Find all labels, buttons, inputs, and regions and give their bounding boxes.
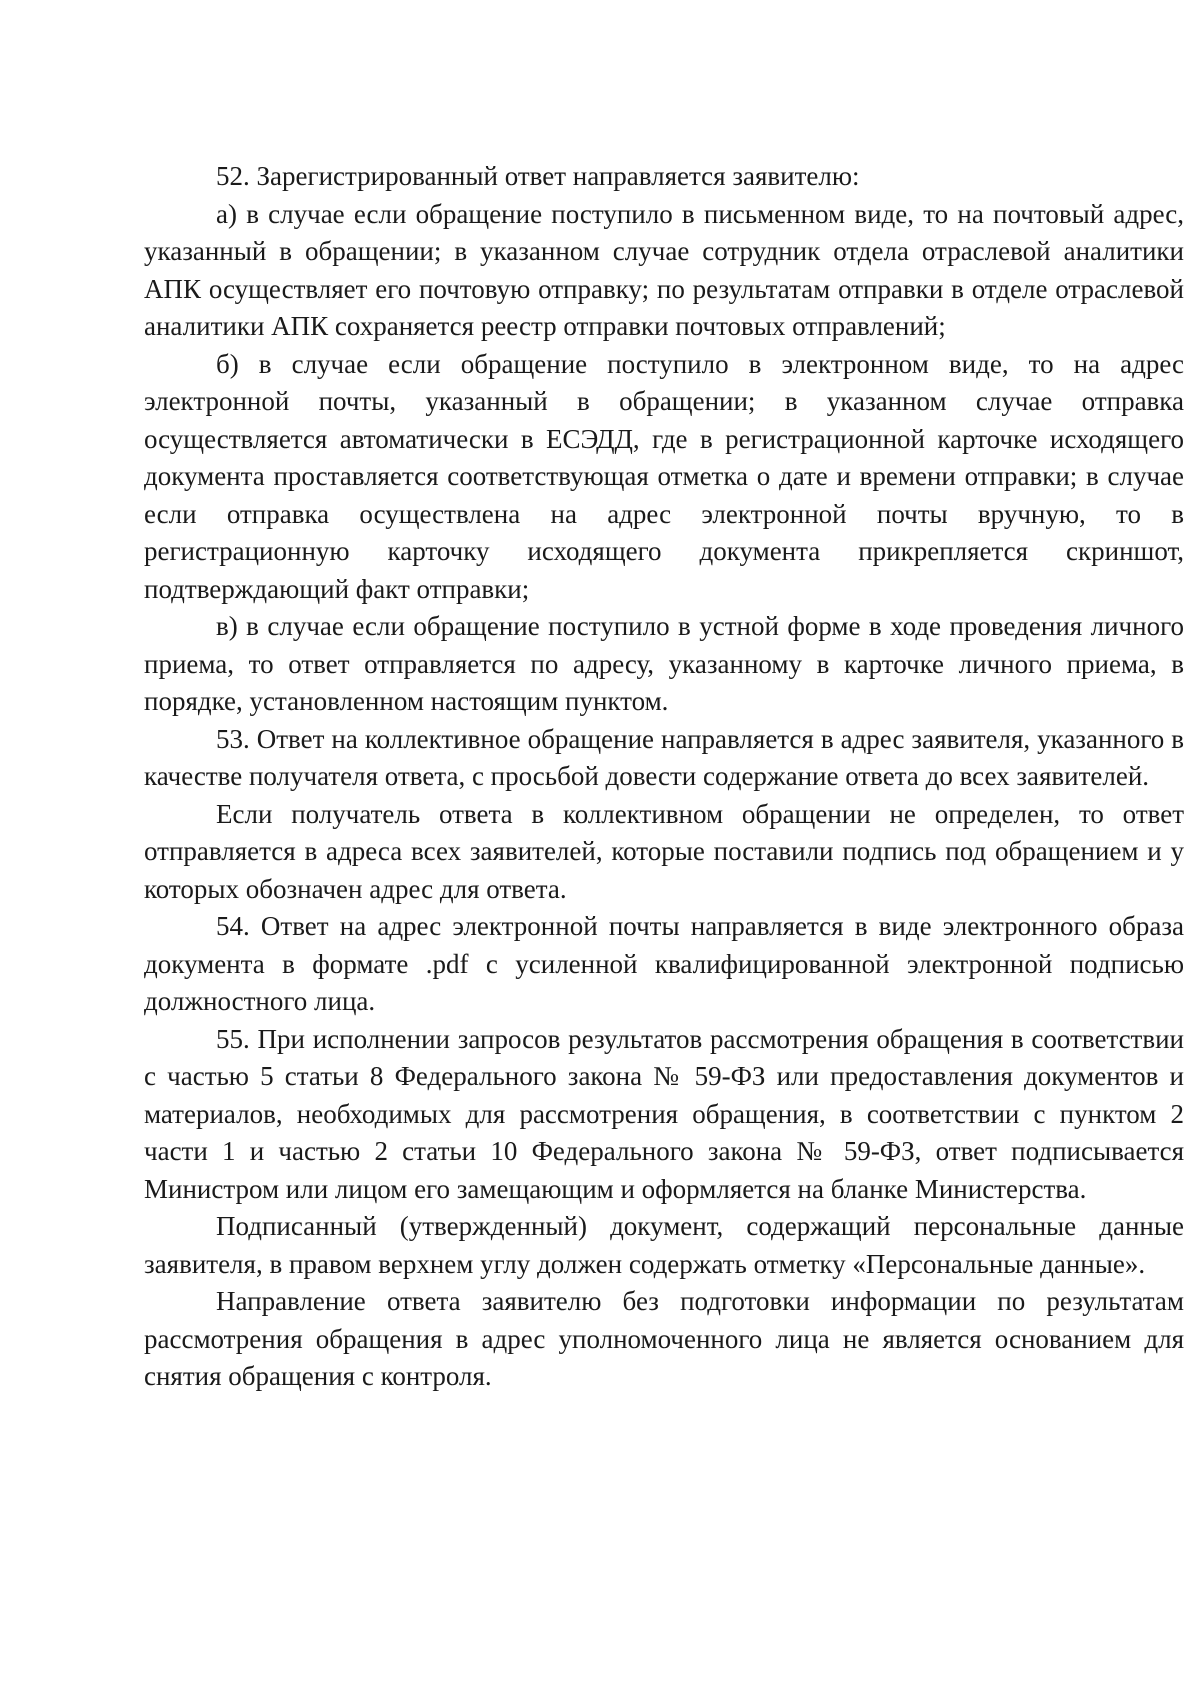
paragraph-53: 53. Ответ на коллективное обращение направляется в адрес заявителя, указанного в качестве получателя ответа, с просьбой довести содержание ответа до всех заявителей. (144, 723, 1184, 791)
paragraph-55: 55. При исполнении запросов результатов рассмотрения обращения в соответствии с частью 5 статьи 8 Федерального закона № 59-ФЗ или предоставления документов и материалов, необходимых для рассмотрения обращения, в соответствии с пунктом 2 части 1 и частью 2 статьи 10 Федерального закона № 59-ФЗ, ответ подписывается Министром или лицом его замещающим и оформляется на бланке Министерства. (144, 1023, 1184, 1204)
document-page (144, 158, 1184, 1396)
paragraph-55-signed-document: Подписанный (утвержденный) документ, содержащий персональные данные заявителя, в правом верхнем углу должен содержать отметку «Персональные данные». (144, 1211, 1184, 1279)
paragraph-55-direction: Направление ответа заявителю без подготовки информации по результатам рассмотрения обращения в адрес уполномоченного лица не является основанием для снятия обращения с контроля. (144, 1286, 1184, 1391)
paragraph-53-continued: Если получатель ответа в коллективном обращении не определен, то ответ отправляется в адреса всех заявителей, которые поставили подпись под обращением и у которых обозначен адрес для ответа. (144, 798, 1184, 904)
paragraph-54: 54. Ответ на адрес электронной почты направляется в виде электронного образа документа в формате .pdf с усиленной квалифицированной электронной подписью должностного лица. (144, 911, 1184, 1016)
paragraph-52-v: в) в случае если обращение поступило в устной форме в ходе проведения личного приема, то ответ отправляется по адресу, указанному в карточке личного приема, в порядке, установленном настоящим пунктом. (144, 611, 1184, 716)
paragraph-52-b: б) в случае если обращение поступило в электронном виде, то на адрес электронной почты, указанный в обращении; в указанном случае отправка осуществляется автоматически в ЕСЭДД, где в регистрационной карточке исходящего документа проставляется соответствующая отметка о дате и времени отправки; в случае если отправка осуществлена на адрес электронной почты вручную, то в регистрационную карточку исходящего документа прикрепляется скриншот, подтверждающий факт отправки; (144, 348, 1184, 604)
paragraph-52-a: а) в случае если обращение поступило в письменном виде, то на почтовый адрес, указанный в обращении; в указанном случае сотрудник отдела отраслевой аналитики АПК осуществляет его почтовую отправку; по результатам отправки в отделе отраслевой аналитики АПК сохраняется реестр отправки почтовых отправлений; (144, 198, 1184, 341)
paragraph-52: 52. Зарегистрированный ответ направляется заявителю: (216, 161, 860, 191)
